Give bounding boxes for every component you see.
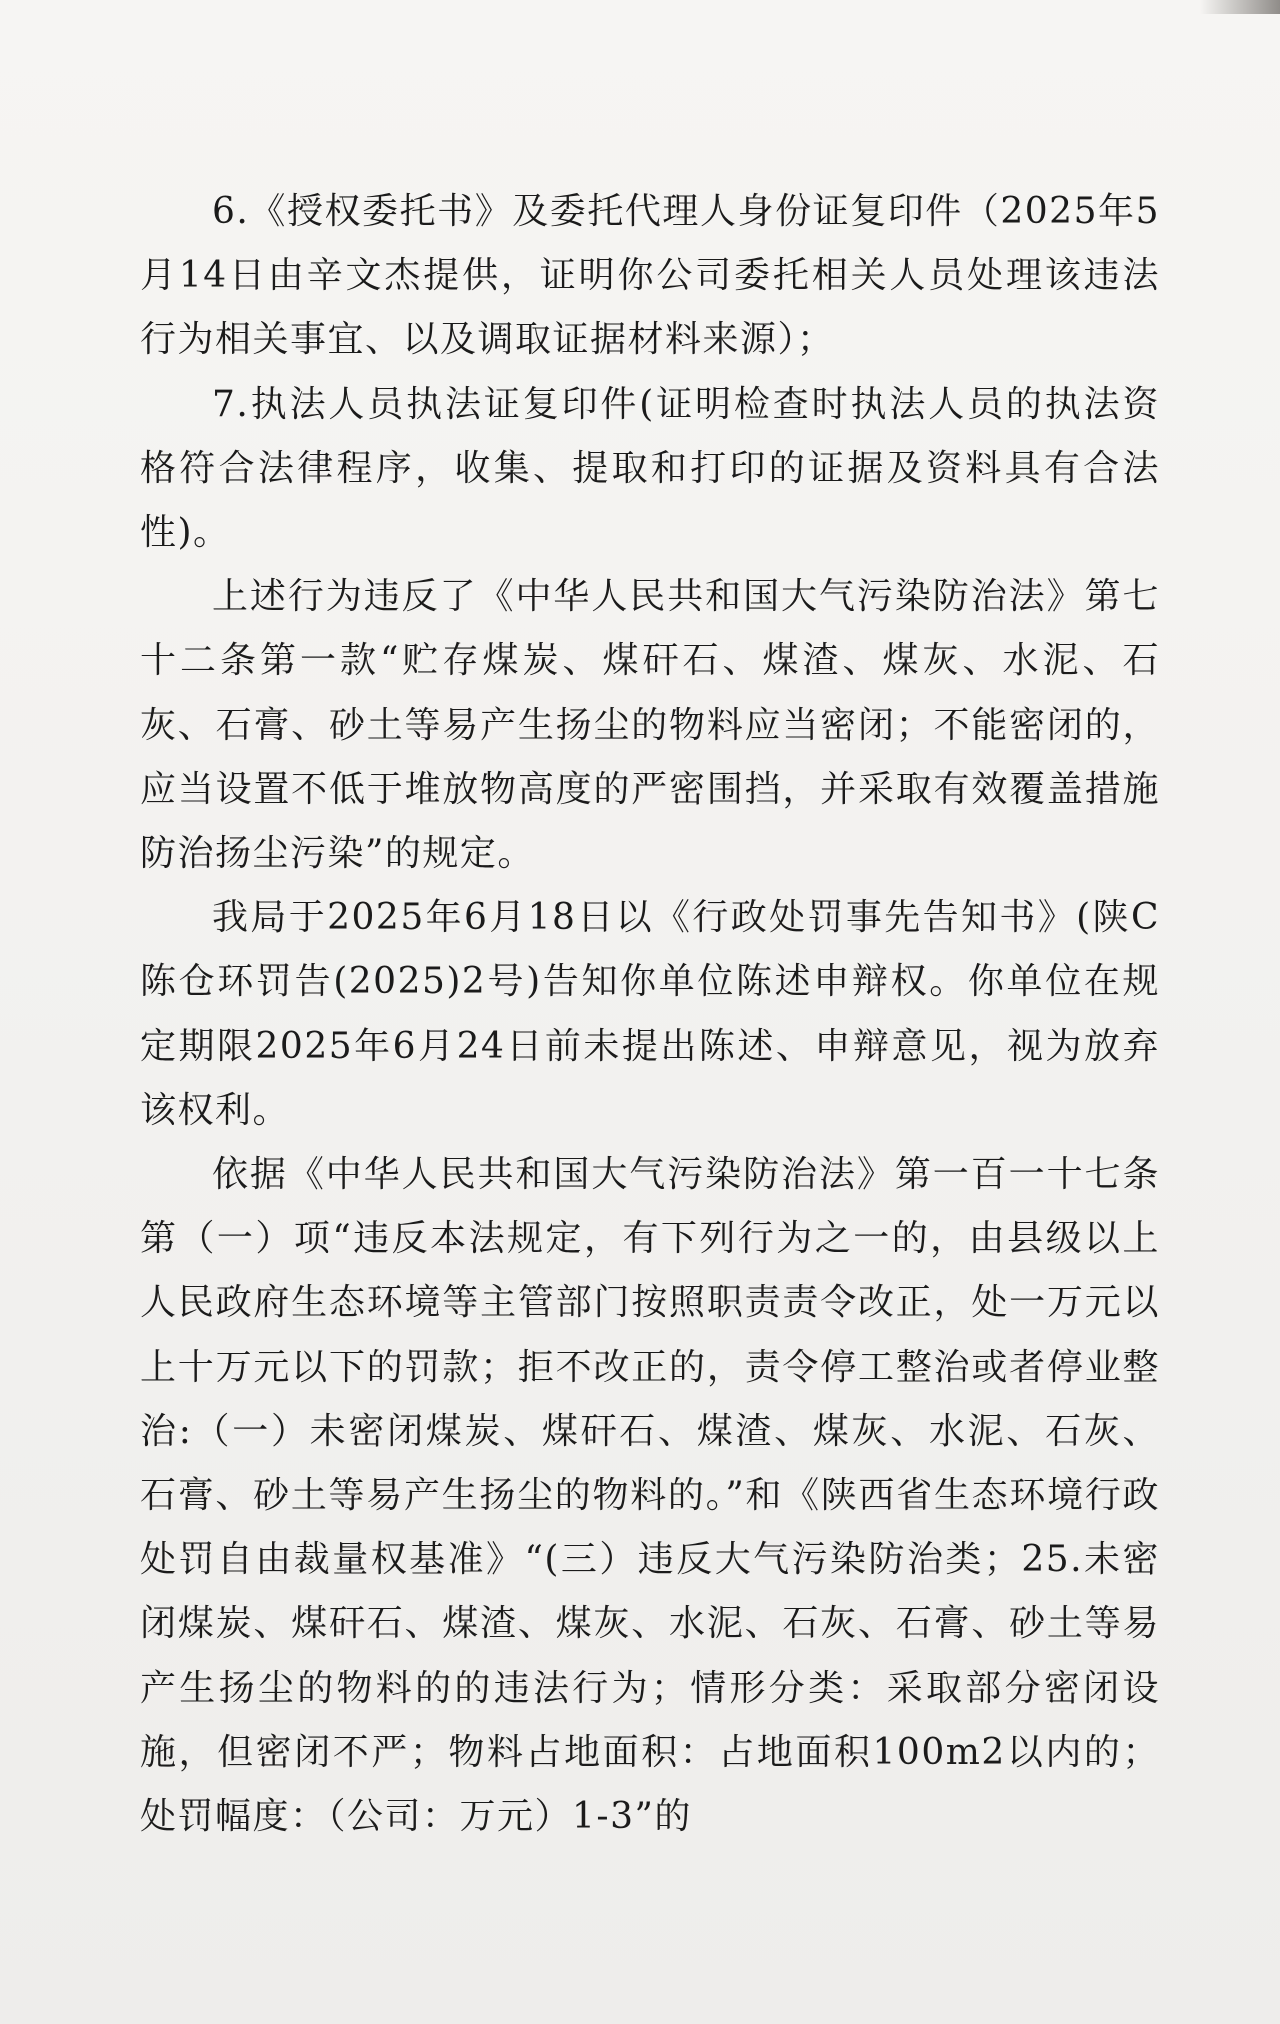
evidence-item-7: 7.执法人员执法证复印件(证明检查时执法人员的执法资格符合法律程序，收集、提取和打印的证据及资料具有合法性)。 (140, 383, 1160, 554)
document-body (140, 180, 1160, 1849)
evidence-item-6: 6.《授权委托书》及委托代理人身份证复印件（2025年5月14日由辛文杰提供，证明你公司委托相关人员处理该违法行为相关事宜、以及调取证据材料来源）； (140, 191, 1160, 361)
violation-paragraph: 上述行为违反了《中华人民共和国大气污染防治法》第七十二条第一款“贮存煤炭、煤矸石、煤渣、煤灰、水泥、石灰、石膏、砂土等易产生扬尘的物料应当密闭；不能密闭的，应当设置不低于堆放物高度的严密围挡，并采取有效覆盖措施防治扬尘污染”的规定。 (140, 576, 1160, 875)
scan-corner-shadow (1200, 0, 1280, 14)
prior-notice-paragraph: 我局于2025年6月18日以《行政处罚事先告知书》(陕C陈仓环罚告(2025)2号)告知你单位陈述申辩权。你单位在规定期限2025年6月24日前未提出陈述、申辩意见，视为放弃该权利。 (140, 897, 1160, 1131)
legal-basis-paragraph: 依据《中华人民共和国大气污染防治法》第一百一十七条第（一）项“违反本法规定，有下列行为之一的，由县级以上人民政府生态环境等主管部门按照职责责令改正，处一万元以上十万元以下的罚款；拒不改正的，责令停工整治或者停业整治:（一）未密闭煤炭、煤矸石、煤渣、煤灰、水泥、石灰、石膏、砂土等易产生扬尘的物料的。”和《陕西省生态环境行政处罚自由裁量权基准》“(三）违反大气污染防治类；25.未密闭煤炭、煤矸石、煤渣、煤灰、水泥、石灰、石膏、砂土等易产生扬尘的物料的的违法行为；情形分类：采取部分密闭设施，但密闭不严；物料占地面积：占地面积100m2以内的；处罚幅度：（公司：万元）1-3”的 (140, 1154, 1160, 1838)
